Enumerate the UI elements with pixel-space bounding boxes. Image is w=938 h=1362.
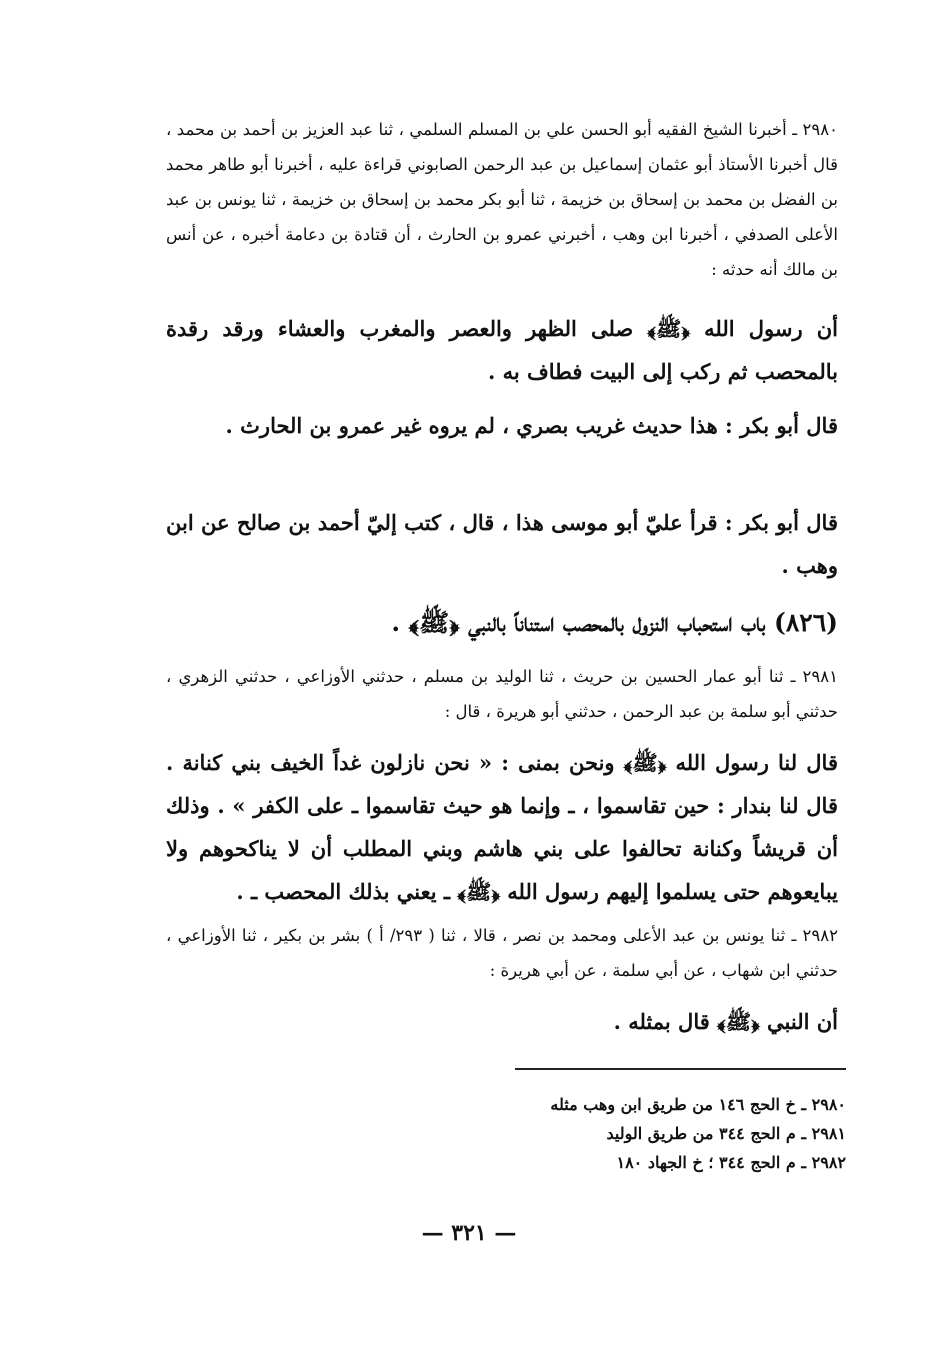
footnotes [506, 1090, 846, 1177]
hadith-2982-matn: أن النبي ﴿ﷺ﴾ قال بمثله . [613, 1009, 838, 1034]
hadith-2981-matn: قال لنا رسول الله ﴿ﷺ﴾ ونحن بمنى : « نحن نازلون غداً الخيف بني كنانة . قال لنا بندار : حين تقاسموا ، ـ وإنما هو حيث تقاسموا ـ على الكفر » . وذلك أن قريشاً وكنانة تحالفوا على بني هاشم وبني المطلب أن لا يناكحوهم ولا يبايعوهم حتى يسلموا إليهم رسول الله ﴿ﷺ﴾ ـ يعني بذلك المحصب ـ . [166, 750, 838, 904]
chapter-heading: (٨٢٦) باب استحباب النزول بالمحصب استناناً بالنبي ﴿ﷺ﴾ . [391, 608, 838, 637]
page-number: — ٣٢١ — [421, 1220, 517, 1246]
footnote-2981: ٢٩٨١ ـ م الحج ٣٤٤ من طريق الوليد [606, 1124, 846, 1143]
hadith-2980-isnad: ٢٩٨٠ ـ أخبرنا الشيخ الفقيه أبو الحسن علي بن المسلم السلمي ، ثنا عبد العزيز بن أحمد بن محمد ، قال أخبرنا الأستاذ أبو عثمان إسماعيل بن عبد الرحمن الصابوني قراءة عليه ، أخبرنا أبو طاهر محمد بن الفضل بن محمد بن إسحاق بن خزيمة ، ثنا أبو بكر محمد بن إسحاق بن خزيمة ، ثنا يونس بن عبد الأعلى الصدفي ، أخبرنا ابن وهب ، أخبرني عمرو بن الحارث ، أن قتادة بن دعامة أخبره ، عن أنس بن مالك أنه حدثه : [166, 120, 838, 279]
hadith-2980-matn: أن رسول الله ﴿ﷺ﴾ صلى الظهر والعصر والمغرب والعشاء ورقد رقدة بالمحصب ثم ركب إلى البيت فطاف به . [166, 316, 838, 384]
hadith-2982-isnad: ٢٩٨٢ ـ ثنا يونس بن عبد الأعلى ومحمد بن نصر ، قالا ، ثنا ( ٢٩٣/ أ ) بشر بن بكير ، ثنا الأوزاعي ، حدثني ابن شهاب ، عن أبي سلمة ، عن أبي هريرة : [166, 926, 838, 980]
footnote-2980: ٢٩٨٠ ـ خ الحج ١٤٦ من طريق ابن وهب مثله [550, 1095, 846, 1114]
footnote-divider [515, 1068, 846, 1070]
hadith-2981-isnad: ٢٩٨١ ـ ثنا أبو عمار الحسين بن حريث ، ثنا الوليد بن مسلم ، حدثني الأوزاعي ، حدثني الزهري ، حدثني أبو سلمة بن عبد الرحمن ، حدثني أبو هريرة ، قال : [166, 667, 838, 721]
footnote-2982: ٢٩٨٢ ـ م الحج ٣٤٤ ؛ خ الجهاد ١٨٠ [616, 1153, 846, 1172]
hadith-2980-comment-1: قال أبو بكر : هذا حديث غريب بصري ، لم يروه غير عمرو بن الحارث . [225, 413, 838, 438]
hadith-2980-comment-2: قال أبو بكر : قرأ عليّ أبو موسى هذا ، قال ، كتب إليّ أحمد بن صالح عن ابن وهب . [166, 510, 838, 578]
